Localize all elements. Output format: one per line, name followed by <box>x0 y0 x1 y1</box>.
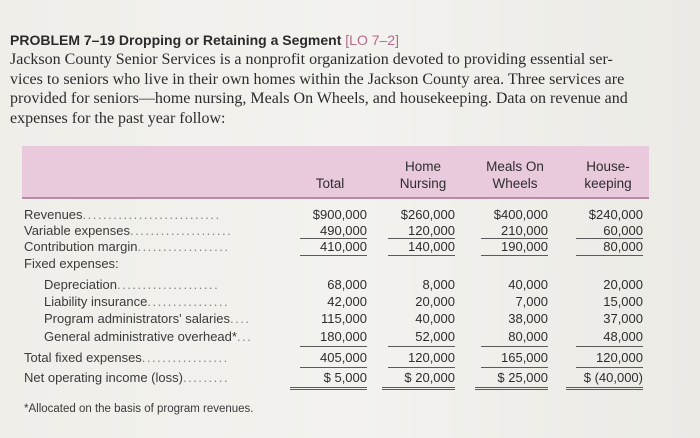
underline <box>388 367 455 368</box>
header-total: Total <box>315 176 345 191</box>
underline <box>388 255 455 256</box>
double-underline <box>290 387 367 390</box>
underline <box>576 255 643 256</box>
cell-liability-home: 20,000 <box>415 294 455 309</box>
row-label-contribution-margin: Contribution margin.................. <box>24 239 230 254</box>
learning-objective: [LO 7–2] <box>345 32 399 48</box>
cell-contribution-total: 410,000 <box>320 239 367 254</box>
cell-total-fixed-home: 120,000 <box>408 350 455 365</box>
cell-variable-house: 60,000 <box>603 223 643 238</box>
intro-line: vices to seniors who live in their own homes within the Jackson County area. Three services are <box>10 70 625 88</box>
cell-variable-home: 120,000 <box>408 223 455 238</box>
cell-program-house: 37,000 <box>603 311 643 326</box>
cell-contribution-house: 80,000 <box>603 239 643 254</box>
intro-line: Jackson County Senior Services is a nonprofit organization devoted to providing essential ser- <box>10 51 613 68</box>
cell-net-house: $ (40,000) <box>583 370 643 385</box>
cell-contribution-home: 140,000 <box>408 239 455 254</box>
cell-net-meals: $ 25,000 <box>497 370 548 385</box>
row-label-depreciation: Depreciation.................... <box>44 277 220 292</box>
cell-contribution-meals: 190,000 <box>501 239 548 254</box>
cell-program-total: 115,000 <box>320 311 367 326</box>
problem-title: PROBLEM 7–19 Dropping or Retaining a Segment <box>10 32 342 48</box>
cell-liability-house: 15,000 <box>603 294 643 309</box>
cell-program-meals: 38,000 <box>508 311 548 326</box>
cell-depreciation-total: 68,000 <box>327 277 367 292</box>
cell-overhead-home: 52,000 <box>415 329 455 344</box>
row-label-variable-expenses: Variable expenses.................... <box>24 223 233 238</box>
cell-program-home: 40,000 <box>415 311 455 326</box>
cell-net-total: $ 5,000 <box>323 370 367 385</box>
cell-liability-total: 42,000 <box>327 294 367 309</box>
header-meals-on-wheels: Meals On Wheels <box>486 159 544 191</box>
double-underline <box>566 387 643 390</box>
row-label-program-salaries: Program administrators' salaries.... <box>44 311 251 326</box>
row-label-revenues: Revenues........................... <box>24 207 221 222</box>
cell-variable-total: 490,000 <box>320 223 367 238</box>
row-label-fixed-expenses: Fixed expenses: <box>24 256 119 271</box>
double-underline <box>475 387 548 390</box>
cell-depreciation-home: 8,000 <box>422 277 455 292</box>
cell-revenues-meals: $400,000 <box>493 207 548 222</box>
cell-overhead-meals: 80,000 <box>508 329 548 344</box>
cell-revenues-house: $240,000 <box>588 207 643 222</box>
header-housekeeping: House- keeping <box>584 159 632 191</box>
underline <box>481 346 548 347</box>
cell-depreciation-meals: 40,000 <box>508 277 548 292</box>
cell-overhead-house: 48,000 <box>603 329 643 344</box>
cell-revenues-total: $900,000 <box>312 207 367 222</box>
row-label-total-fixed: Total fixed expenses................. <box>24 350 229 365</box>
header-home-nursing: Home Nursing <box>399 159 447 191</box>
underline <box>388 346 455 347</box>
problem-intro <box>10 50 682 128</box>
underline <box>481 367 548 368</box>
header-rule <box>22 197 649 199</box>
underline <box>576 367 643 368</box>
cell-revenues-home: $260,000 <box>400 207 455 222</box>
intro-line: expenses for the past year follow: <box>10 109 226 127</box>
row-label-liability-insurance: Liability insurance................ <box>44 294 230 309</box>
double-underline <box>382 387 455 390</box>
underline <box>300 346 367 347</box>
underline <box>481 255 548 256</box>
cell-total-fixed-meals: 165,000 <box>501 350 548 365</box>
problem-heading <box>10 32 399 48</box>
row-label-general-overhead: General administrative overhead*... <box>44 329 253 344</box>
underline <box>576 346 643 347</box>
table-footnote: *Allocated on the basis of program revenues. <box>24 403 254 415</box>
cell-total-fixed-total: 405,000 <box>320 350 367 365</box>
intro-line: provided for seniors—home nursing, Meals On Wheels, and housekeeping. Data on revenue and <box>10 90 628 107</box>
underline <box>300 255 367 256</box>
underline <box>300 367 367 368</box>
cell-overhead-total: 180,000 <box>320 329 367 344</box>
cell-liability-meals: 7,000 <box>515 294 548 309</box>
cell-total-fixed-house: 120,000 <box>596 350 643 365</box>
cell-net-home: $ 20,000 <box>404 370 455 385</box>
cell-depreciation-house: 20,000 <box>603 277 643 292</box>
cell-variable-meals: 210,000 <box>501 223 548 238</box>
row-label-net-operating-income: Net operating income (loss)......... <box>24 370 229 385</box>
